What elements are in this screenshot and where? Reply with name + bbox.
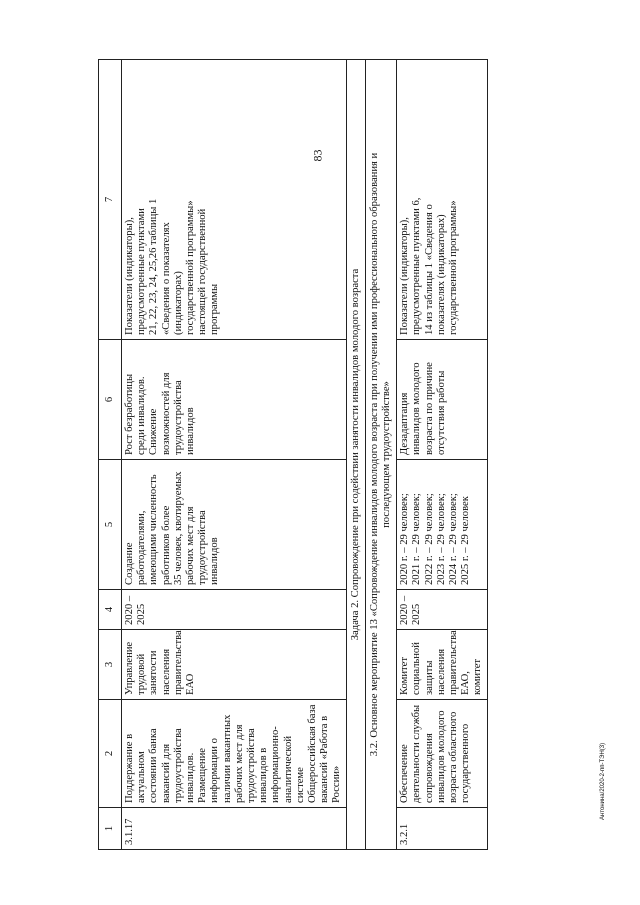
implementation-period: 2020 – 2025: [397, 590, 487, 630]
task-row: [346, 60, 365, 850]
table-row: [397, 60, 487, 850]
measure-name: Поддержание в актуальном состоянии банка вакансий для трудоустройства инвалидов. Размещение информации о наличии вакантных рабочих мест для трудоустройства инвалидов в информационно- аналитической системе Общероссийская база вакансий «Работа в России»: [122, 700, 347, 808]
header-cell-7: 7: [99, 60, 122, 340]
table-header-row: [99, 60, 122, 850]
header-cell-1: 1: [99, 808, 122, 850]
responsible-executor: Комитет социальной защиты населения правительства ЕАО, комитет: [397, 630, 487, 700]
expected-result: 2020 г. – 29 человек; 2021 г. – 29 человек; 2022 г. – 29 человек; 2023 г. – 29 человек; 2024 г. – 29 человек; 2025 г. – 29 человек: [397, 460, 487, 590]
indicators-link: Показатели (индикаторы), предусмотренные пунктами 6, 14 из таблицы 1 «Сведения о показателях (индикаторах) государственной программы»: [397, 60, 487, 340]
measure-name: Обеспечение деятельности службы сопровождения инвалидов молодого возраста областного государственного: [397, 700, 487, 808]
implementation-period: 2020 – 2025: [122, 590, 347, 630]
page-number: 83: [310, 149, 325, 162]
consequences: Дезадаптация инвалидов молодого возраста по причине отсутствия работы: [397, 340, 487, 460]
measure-row: [365, 60, 396, 850]
table-row: [122, 60, 347, 850]
row-number: 3.2.1: [397, 808, 487, 850]
header-cell-6: 6: [99, 340, 122, 460]
consequences: Рост безработицы среди инвалидов. Снижение возможностей для трудоустройства инвалидов: [122, 340, 347, 460]
task-title: Задача 2. Сопровождение при содействии занятости инвалидов молодого возраста: [346, 60, 365, 850]
document-code: Антонина/2020-2-пп-ТЭН(3): [600, 742, 606, 820]
row-number: 3.1.17: [122, 808, 347, 850]
measures-table: [98, 59, 488, 850]
header-cell-2: 2: [99, 700, 122, 808]
measure-title: 3.2. Основное мероприятие 13 «Сопровождение инвалидов молодого возраста при получении ими профессионального образования и последующем трудоустройстве»: [365, 60, 396, 850]
header-cell-4: 4: [99, 590, 122, 630]
rotated-table-container: [98, 60, 578, 850]
responsible-executor: Управление трудовой занятости населения правительства ЕАО: [122, 630, 347, 700]
expected-result: Создание работодателями, имеющими численность работников более 35 человек, квотируемых рабочих мест для трудоустройства инвалидов: [122, 460, 347, 590]
header-cell-3: 3: [99, 630, 122, 700]
indicators-link: Показатели (индикаторы), предусмотренные пунктами 21, 22, 23, 24, 25,26 таблицы 1 «Сведения о показателях (индикаторах) государственной программы» настоящей государственной программы: [122, 60, 347, 340]
header-cell-5: 5: [99, 460, 122, 590]
